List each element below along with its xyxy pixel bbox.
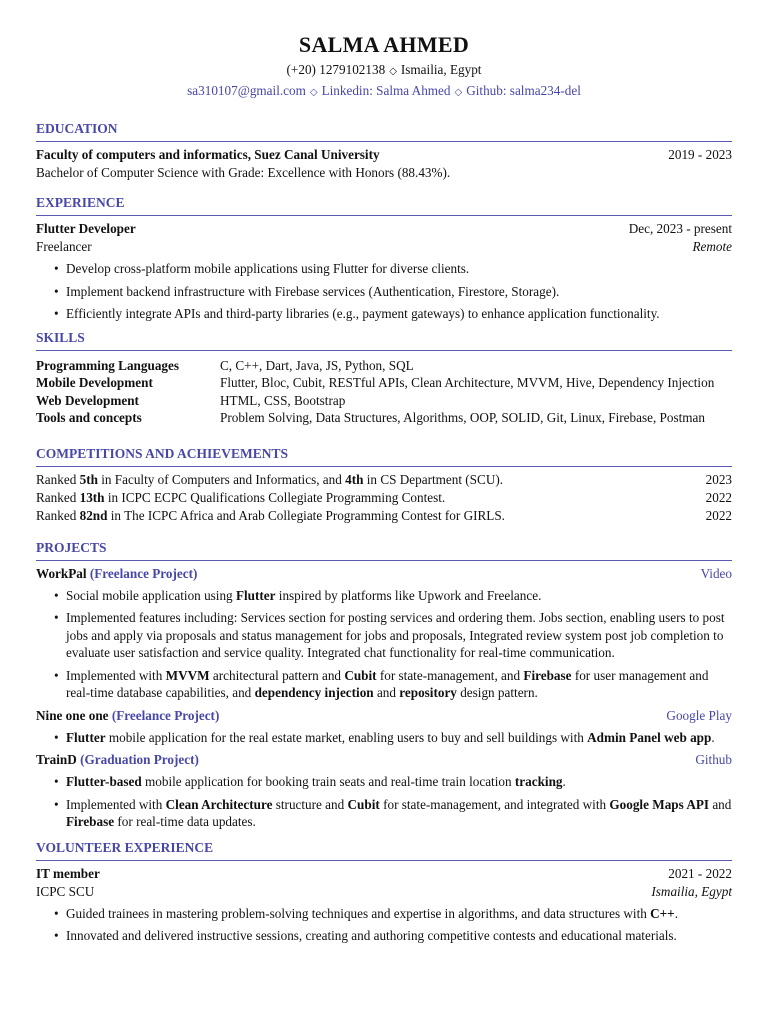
diamond-separator-icon: ◇ (309, 87, 318, 98)
skill-values: Problem Solving, Data Structures, Algorithms, OOP, SOLID, Git, Linux, Firebase, Postman (220, 410, 705, 425)
list-item: • Guided trainees in mastering problem-solving techniques and expertise in algorithms, and data structures with C++. (66, 905, 732, 923)
project-type: (Graduation Project) (80, 752, 199, 767)
section-title: VOLUNTEER EXPERIENCE (36, 839, 732, 861)
email-link[interactable]: sa310107@gmail.com (187, 83, 306, 98)
volunteer-role: IT member (36, 865, 100, 881)
volunteer-bullets (36, 905, 732, 945)
list-item: • Implemented with MVVM architectural pattern and Cubit for state-management, and Firebase for user management and real-time database capabilities, and dependency injection and repository design pattern. (66, 667, 732, 702)
job-org: Freelancer (36, 239, 92, 254)
achievement-rank: 82nd (79, 507, 108, 523)
achievement-text: in ICPC ECPC Qualifications Collegiate Programming Contest. (104, 489, 446, 505)
phone-number: (+20) 1279102138 (286, 62, 386, 77)
skill-row (36, 374, 732, 392)
skill-values: HTML, CSS, Bootstrap (220, 392, 346, 408)
list-item: • Implemented with Clean Architecture structure and Cubit for state-management, and integrated with Google Maps API and Firebase for real-time data updates. (66, 796, 732, 831)
achievement-text: in CS Department (SCU). (363, 471, 504, 487)
achievement-rank: 4th (345, 471, 364, 487)
achievement-year: 2023 (705, 471, 732, 487)
achievement-row (36, 471, 732, 489)
skill-row (36, 409, 732, 427)
project-video-link[interactable]: Video (700, 565, 732, 581)
project-name: TrainD (36, 752, 77, 767)
diamond-separator-icon: ◇ (454, 87, 463, 98)
achievement-row (36, 507, 732, 525)
project-type: (Freelance Project) (89, 565, 198, 581)
project-github-link[interactable]: Github (695, 752, 732, 767)
project-header (36, 751, 732, 769)
list-item: • Innovated and delivered instructive sessions, creating and authoring competitive contests and educational materials. (66, 927, 732, 945)
section-title: EXPERIENCE (36, 194, 732, 216)
section-title: COMPETITIONS AND ACHIEVEMENTS (36, 445, 732, 467)
project-header (36, 707, 732, 725)
volunteer-section (36, 839, 732, 945)
diamond-separator-icon: ◇ (389, 66, 397, 77)
achievement-text: in The ICPC Africa and Arab Collegiate Programming Contest for GIRLS. (107, 507, 505, 523)
section-title: PROJECTS (36, 539, 732, 561)
achievement-rank: 13th (79, 489, 105, 505)
list-item: • Implement backend infrastructure with Firebase services (Authentication, Firestore, Storage). (66, 283, 732, 301)
education-section (36, 120, 732, 182)
resume-name: SALMA AHMED (298, 32, 470, 57)
list-item: • Develop cross-platform mobile applications using Flutter for diverse clients. (66, 260, 732, 278)
section-title: SKILLS (36, 329, 732, 351)
list-item: • Flutter mobile application for the real estate market, enabling users to buy and sell buildings with Admin Panel web app. (66, 729, 732, 747)
project-bullets (36, 587, 732, 702)
experience-section (36, 194, 732, 323)
projects-section (36, 539, 732, 831)
skill-row (36, 357, 732, 375)
experience-bullets (36, 260, 732, 323)
list-item: • Efficiently integrate APIs and third-party libraries (e.g., payment gateways) to enhance application functionality. (66, 305, 732, 323)
achievement-year: 2022 (705, 507, 732, 523)
achievement-row (36, 489, 732, 507)
competitions-section (36, 445, 732, 525)
skill-values: C, C++, Dart, Java, JS, Python, SQL (220, 357, 414, 373)
achievement-year: 2022 (705, 489, 732, 505)
list-item: • Flutter-based mobile application for booking train seats and real-time train location tracking. (66, 773, 732, 791)
achievement-text: Ranked (36, 507, 80, 523)
skill-values: Flutter, Bloc, Cubit, RESTful APIs, Clean Architecture, MVVM, Hive, Dependency Injection (220, 375, 715, 390)
project-header (36, 565, 732, 583)
location: Ismailia, Egypt (400, 62, 482, 77)
job-role: Flutter Developer (36, 221, 136, 236)
skill-category: Mobile Development (36, 375, 153, 390)
contact-line-primary (36, 60, 732, 81)
volunteer-dates: 2021 - 2022 (668, 865, 732, 881)
project-google-play-link[interactable]: Google Play (666, 707, 732, 723)
volunteer-place: Ismailia, Egypt (651, 883, 732, 899)
resume-page (36, 30, 732, 950)
list-item: • Implemented features including: Services section for posting services and ordering them. Jobs section, enabling users to post jobs and apply via proposals and status management for jobs and proposals, Integrated review system post job completion to evaluate user satisfaction and service quality. Integrated chat functionality for real-time communication. (66, 609, 732, 662)
linkedin-link[interactable]: Linkedin: Salma Ahmed (321, 83, 451, 98)
achievement-text: Ranked (36, 489, 80, 505)
achievement-text: in Faculty of Computers and Informatics, and (97, 471, 346, 487)
project-bullets (36, 773, 732, 831)
volunteer-org: ICPC SCU (36, 883, 95, 899)
skill-category: Web Development (36, 392, 139, 408)
contact-line-links (36, 81, 732, 102)
education-years: 2019 - 2023 (668, 147, 732, 162)
achievement-rank: 5th (79, 471, 98, 487)
skill-row (36, 392, 732, 410)
degree: Bachelor of Computer Science with Grade: Excellence with Honors (88.43%). (36, 165, 451, 180)
project-name: WorkPal (36, 565, 87, 581)
github-link[interactable]: Github: salma234-del (466, 83, 581, 98)
achievement-text: Ranked (36, 471, 80, 487)
school-name: Faculty of computers and informatics, Suez Canal University (36, 147, 380, 162)
section-title: EDUCATION (36, 120, 732, 142)
list-item: • Social mobile application using Flutter inspired by platforms like Upwork and Freelance. (66, 587, 732, 605)
project-type: (Freelance Project) (111, 707, 220, 723)
skill-category: Programming Languages (36, 357, 179, 373)
project-name: Nine one one (36, 707, 109, 723)
project-bullets (36, 729, 732, 747)
job-dates: Dec, 2023 - present (628, 221, 732, 236)
skills-section (36, 329, 732, 427)
skill-category: Tools and concepts (36, 410, 142, 425)
job-mode: Remote (692, 239, 732, 254)
